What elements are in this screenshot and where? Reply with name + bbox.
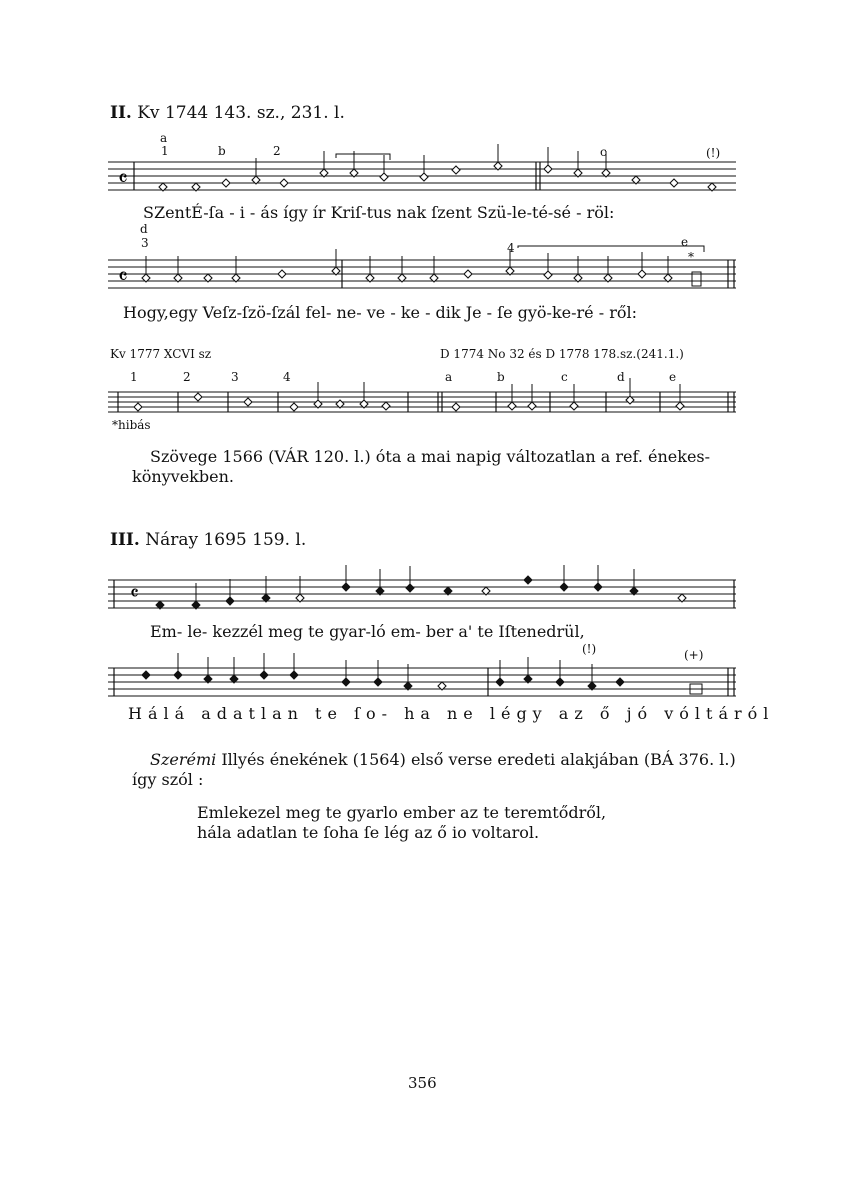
page-number: 356 (408, 1074, 437, 1092)
variant-b: b (497, 370, 505, 384)
note-2 (226, 597, 234, 605)
lyric-ii-1: SZentÉ-ſa - i - ás így ír Kriſ-tus nak ſzent Szü-le-té-sé - röl: (143, 203, 615, 222)
variant-3: 3 (231, 370, 239, 384)
mark-c: c (600, 145, 607, 159)
note-1 (174, 671, 182, 679)
mark-d: d (140, 222, 148, 236)
note-2 (222, 179, 230, 187)
section-iii-source: Náray 1695 159. l. (145, 530, 307, 550)
mark-iii-exclamation: (!) (582, 642, 597, 656)
note-14 (638, 270, 646, 278)
note-10 (528, 402, 536, 410)
variant-4: 4 (283, 370, 291, 384)
note-9 (464, 270, 472, 278)
section-iii-number: III. (110, 530, 140, 550)
note-13 (676, 402, 684, 410)
lyric-iii-2: Hálá adatlan te ſo- ha ne légy az ő jó vóltáról (128, 704, 775, 723)
variant-2: 2 (183, 370, 191, 384)
ref-kv1777: Kv 1777 XCVI sz (110, 347, 212, 361)
mark-b: b (218, 144, 226, 158)
staff-ii-1 (108, 150, 738, 200)
mark-2: 2 (273, 144, 281, 158)
lyric-ii-2: Hogy,egy Veſz-ſzö-ſzál fel- ne- ve - ke - dik Je - ſe gyö-ke-ré - ről: (123, 303, 638, 322)
note-0 (142, 671, 150, 679)
variant-1: 1 (130, 370, 138, 384)
mark-e: e (681, 235, 689, 249)
note-8 (420, 173, 428, 181)
note-5 (290, 671, 298, 679)
section-ii-heading (110, 103, 345, 123)
note-2 (244, 398, 252, 406)
note-9 (508, 402, 516, 410)
note-12 (594, 583, 602, 591)
text-ii-line1: Szövege 1566 (VÁR 120. l.) óta a mai napig változatlan a ref. énekes- (150, 447, 711, 466)
quote-line1: Emlekezel meg te gyarlo ember az te teremtődről, (197, 803, 607, 822)
variant-e: e (669, 370, 677, 384)
section-ii-source: Kv 1744 143. sz., 231. l. (137, 103, 345, 123)
note-7 (380, 173, 388, 181)
note-14 (616, 678, 624, 686)
author-szeremi: Szerémi (150, 750, 217, 769)
note-12 (556, 678, 564, 686)
mark-exclamation: (!) (706, 146, 721, 160)
variant-d: d (617, 370, 625, 384)
mark-1: 1 (161, 144, 169, 158)
note-6 (342, 678, 350, 686)
note-10 (496, 678, 504, 686)
mark-4: 4 (507, 241, 515, 255)
note-9 (452, 166, 460, 174)
note-3 (290, 403, 298, 411)
section-ii-number: II. (110, 103, 132, 123)
footnote-hibas: *hibás (112, 418, 151, 432)
text-iii-line1 (150, 748, 736, 772)
svg-text:𝄴: 𝄴 (130, 581, 139, 605)
staff-iii-2 (108, 656, 738, 706)
variant-c: c (561, 370, 568, 384)
text-ii-line2: könyvekben. (132, 467, 234, 486)
note-4 (260, 671, 268, 679)
note-15 (670, 179, 678, 187)
note-11 (544, 271, 552, 279)
staff-variants (108, 384, 738, 418)
note-1 (194, 393, 202, 401)
note-11 (570, 402, 578, 410)
staff-ii-2 (108, 248, 738, 298)
note-11 (544, 165, 552, 173)
svg-text:𝄴: 𝄴 (118, 265, 128, 290)
note-4 (278, 270, 286, 278)
section-iii-heading (110, 530, 306, 550)
note-5 (342, 583, 350, 591)
quote-line2: hála adatlan te ſoha ſe lég az ő io voltarol. (197, 823, 540, 842)
note-11 (560, 583, 568, 591)
variant-a: a (445, 370, 453, 384)
note-7 (382, 402, 390, 410)
mark-a: a (160, 131, 168, 145)
note-7 (406, 584, 414, 592)
mark-star: * (688, 250, 694, 264)
note-4 (280, 179, 288, 187)
svg-text:𝄴: 𝄴 (118, 167, 128, 192)
text-iii-line2: így szól : (132, 770, 204, 789)
lyric-iii-1: Em- le- kezzél meg te gyar-ló em- ber a' te Iſtenedrül, (150, 622, 585, 641)
note-8 (452, 403, 460, 411)
staff-iii-1 (108, 568, 738, 618)
mark-3: 3 (141, 236, 149, 250)
note-10 (524, 576, 532, 584)
note-0 (134, 403, 142, 411)
text-iii-line1-rest: Illyés énekének (1564) első verse eredeti alakjában (BÁ 376. l.) (216, 750, 736, 769)
mark-iii-plus: (+) (684, 648, 704, 662)
note-7 (374, 678, 382, 686)
ref-d1774: D 1774 No 32 és D 1778 178.sz.(241.1.) (440, 347, 684, 361)
